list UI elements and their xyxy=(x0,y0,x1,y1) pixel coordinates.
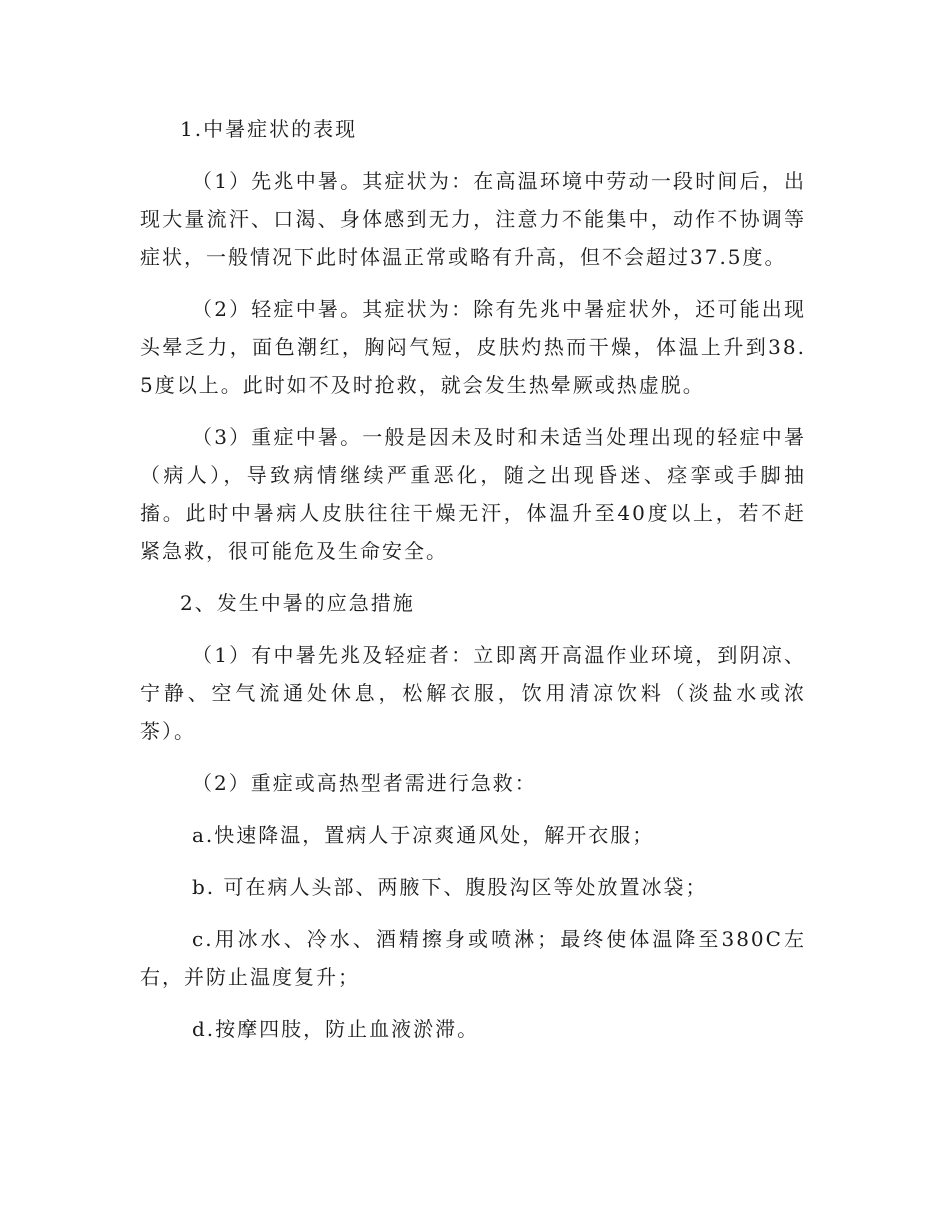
section-heading-emergency-measures: 2、发生中暑的应急措施 xyxy=(180,591,415,615)
list-item-d: d.按摩四肢，防止血液淤滞。 xyxy=(192,1017,480,1041)
list-item-b: b. 可在病人头部、两腋下、腹股沟区等处放置冰袋； xyxy=(192,875,708,899)
list-item-c: c.用冰水、冷水、酒精擦身或喷淋；最终使体温降至380C左右，并防止温度复升； xyxy=(140,927,806,989)
paragraph-early-heatstroke: （1）先兆中暑。其症状为：在高温环境中劳动一段时间后，出现大量流汗、口渴、身体感到无力，注意力不能集中，动作不协调等症状，一般情况下此时体温正常或略有升高，但不会超过37.5度。 xyxy=(140,169,806,269)
paragraph-severe-heatstroke: （3）重症中暑。一般是因未及时和未适当处理出现的轻症中暑（病人），导致病情继续严重恶化，随之出现昏迷、痉挛或手脚抽搐。此时中暑病人皮肤往往干燥无汗，体温升至40度以上，若不赶紧急救，很可能危及生命安全。 xyxy=(140,425,806,563)
paragraph-mild-heatstroke: （2）轻症中暑。其症状为：除有先兆中暑症状外，还可能出现头晕乏力，面色潮红，胸闷气短，皮肤灼热而干燥，体温上升到38.5度以上。此时如不及时抢救，就会发生热晕厥或热虚脱。 xyxy=(140,297,806,397)
section-heading-symptoms: 1.中暑症状的表现 xyxy=(180,117,358,141)
paragraph-mild-measures: （1）有中暑先兆及轻症者：立即离开高温作业环境，到阴凉、宁静、空气流通处休息，松解衣服，饮用清凉饮料（淡盐水或浓茶）。 xyxy=(140,643,806,743)
paragraph-severe-measures: （2）重症或高热型者需进行急救： xyxy=(192,771,537,795)
list-item-a: a.快速降温，置病人于凉爽通风处，解开衣服； xyxy=(192,823,655,847)
document-body xyxy=(140,110,806,1062)
